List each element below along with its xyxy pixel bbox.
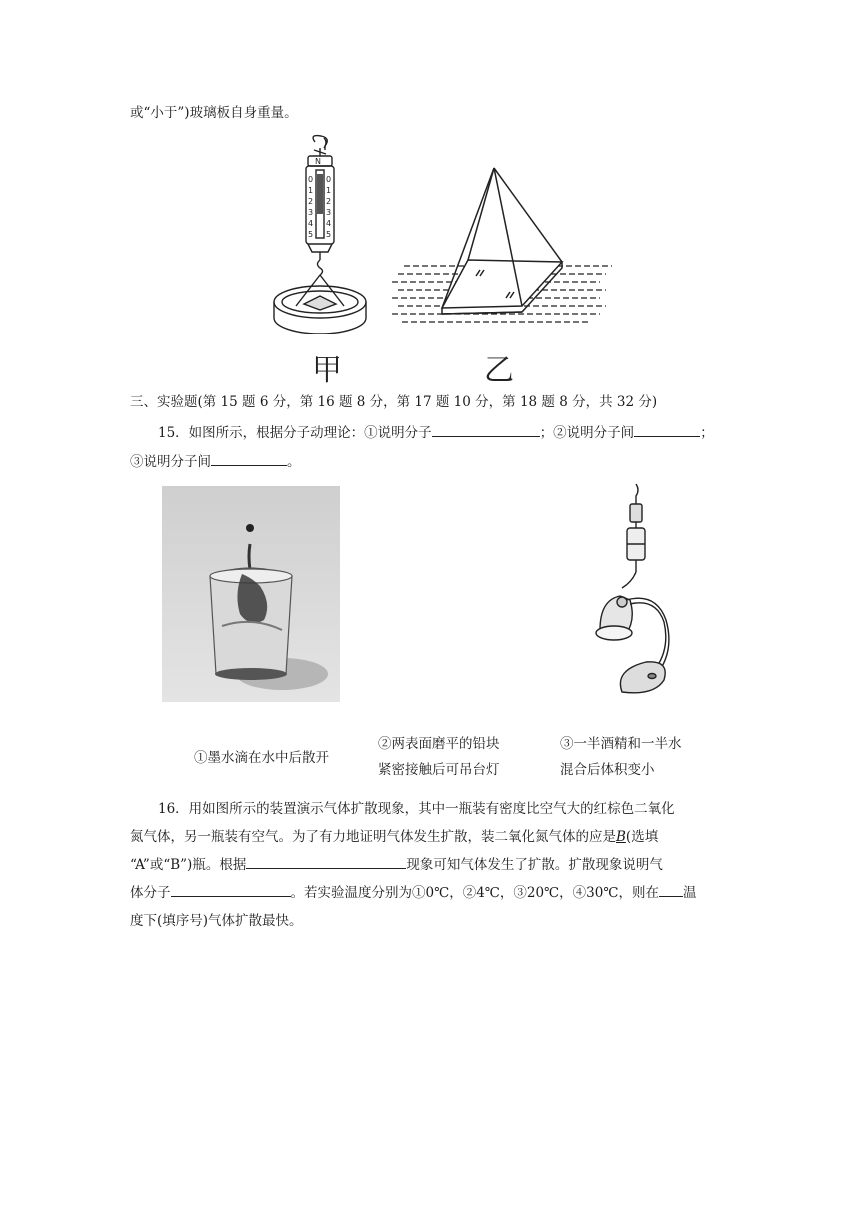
q14-tail-text: 或“小于”)玻璃板自身重量。	[130, 105, 298, 121]
scale-mark: 3	[326, 208, 332, 217]
q15-text: ；	[700, 425, 714, 441]
q16-line-5: 度下(填序号)气体扩散最快。	[130, 913, 303, 929]
q16-text: 氮气体，另一瓶装有空气。为了有力地证明气体发生扩散，装二氧化氮气体的应是	[130, 829, 616, 845]
scale-mark: 0	[326, 175, 332, 184]
scale-mark: 1	[308, 186, 314, 195]
q16-blank-molecules[interactable]	[171, 884, 291, 897]
caption-alcohol-water-line-1: ③一半酒精和一半水	[560, 736, 682, 752]
q16-text: 。若实验温度分别为①0℃，②4℃，③20℃，④30℃，则在	[290, 885, 659, 901]
scale-spring	[317, 174, 323, 214]
q16-line-2	[130, 828, 658, 846]
q15-text: ；②说明分子间	[539, 425, 635, 441]
q16-text: 现象可知气体发生了扩散。扩散现象说明气	[406, 857, 663, 873]
q15-line-1	[158, 424, 714, 442]
q16-answer-b: B	[616, 829, 626, 845]
q15-text: 15．如图所示，根据分子动理论：①说明分子	[158, 425, 432, 441]
scale-mark: 5	[326, 230, 332, 239]
q15-blank-3[interactable]	[211, 453, 287, 466]
caption-alcohol-water-line-2: 混合后体积变小	[560, 762, 655, 778]
q15-text: ③说明分子间	[130, 454, 211, 470]
q16-blank-phenomenon[interactable]	[246, 856, 406, 869]
scale-mark: 3	[308, 208, 314, 217]
scale-mark: 1	[326, 186, 332, 195]
spring-scale-figure	[268, 134, 378, 334]
q16-text: 体分子	[130, 885, 171, 901]
q16-line-4	[130, 884, 696, 902]
scale-mark: 4	[326, 219, 332, 228]
caption-lead-blocks-line-2: 紧密接触后可吊台灯	[378, 762, 500, 778]
q15-line-2	[130, 453, 301, 471]
scale-mark: 4	[308, 219, 314, 228]
caption-ink-drop: ①墨水滴在水中后散开	[194, 750, 329, 766]
scale-mark: 0	[308, 175, 314, 184]
q16-text: “A”或“B”)瓶。根据	[130, 857, 247, 873]
q16-text: (选填	[625, 829, 659, 845]
figure-label-yi: 乙	[484, 353, 514, 388]
q16-blank-temperature[interactable]	[659, 884, 683, 897]
q16-text: 温	[682, 885, 697, 901]
q15-text: 。	[287, 454, 301, 470]
pyramid-on-water-figure	[390, 160, 615, 330]
section-heading: 三、实验题(第 15 题 6 分，第 16 题 8 分，第 17 题 10 分，第 18 题 8 分，共 32 分)	[130, 394, 658, 410]
q15-blank-2[interactable]	[634, 424, 700, 437]
scale-mark: 2	[308, 197, 314, 206]
scale-mark: 2	[326, 197, 332, 206]
q16-line-3	[130, 856, 663, 874]
scale-unit-label: N	[315, 157, 321, 166]
lead-blocks-lamp-figure	[580, 482, 700, 714]
q16-line-1: 16．用如图所示的装置演示气体扩散现象，其中一瓶装有密度比空气大的红棕色二氧化	[158, 801, 675, 817]
q15-blank-1[interactable]	[432, 424, 540, 437]
scale-mark: 5	[308, 230, 314, 239]
ink-drop-photo	[162, 486, 340, 702]
caption-lead-blocks-line-1: ②两表面磨平的铅块	[378, 736, 500, 752]
figure-label-jia: 甲	[312, 353, 342, 388]
